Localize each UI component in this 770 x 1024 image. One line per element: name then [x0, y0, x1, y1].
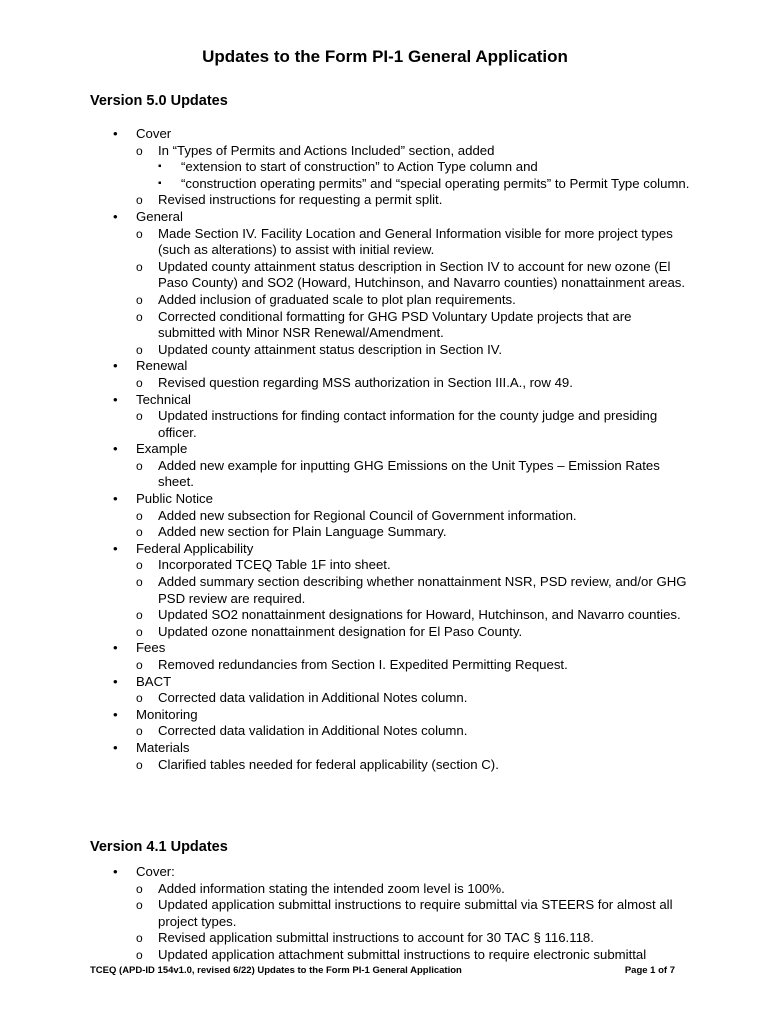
bullet-level-1: •	[113, 491, 118, 507]
bullet-level-1: •	[113, 126, 118, 141]
bullet-level-2: o	[136, 898, 143, 913]
list-item-text: Materials	[136, 739, 190, 755]
bullet-level-2: o	[136, 143, 143, 158]
list-item	[0, 674, 770, 691]
list-item-text: Added inclusion of graduated scale to plot plan requirements.	[158, 291, 516, 307]
list-item-text: Updated instructions for finding contact information for the county judge and presiding officer.	[158, 408, 658, 440]
bullet-level-2: o	[136, 375, 143, 390]
list-item	[0, 441, 770, 458]
bullet-level-2: o	[136, 757, 143, 772]
version-5-0-heading: Version 5.0 Updates	[90, 93, 228, 109]
list-item-text: Added summary section describing whether nonattainment NSR, PSD review, and/or GHG PSD review are required.	[158, 574, 687, 606]
list-item	[0, 209, 770, 226]
list-item	[0, 930, 770, 947]
list-item-text: Added new section for Plain Language Summary.	[158, 524, 447, 540]
list-item-text: Technical	[136, 391, 191, 407]
list-item	[0, 126, 770, 143]
list-item-text: Renewal	[136, 358, 188, 374]
list-item-text: “construction operating permits” and “special operating permits” to Permit Type column.	[181, 175, 690, 191]
list-item	[0, 176, 770, 193]
bullet-level-1: •	[113, 706, 118, 722]
bullet-level-2: o	[136, 624, 143, 639]
list-item	[0, 408, 770, 441]
bullet-level-2: o	[136, 309, 143, 324]
bullet-level-2: o	[136, 575, 143, 590]
list-item-text: General	[136, 208, 183, 224]
list-item-text: Clarified tables needed for federal applicability (section C).	[158, 756, 499, 772]
bullet-level-1: •	[113, 864, 118, 879]
list-item	[0, 524, 770, 541]
list-item-text: Federal Applicability	[136, 540, 254, 556]
bullet-level-2: o	[136, 608, 143, 623]
list-item-text: Example	[136, 441, 188, 457]
list-item-text: Fees	[136, 640, 166, 656]
list-item-text: Updated SO2 nonattainment designations for Howard, Hutchinson, and Navarro counties.	[158, 607, 681, 623]
bullet-level-2: o	[136, 931, 143, 946]
list-item	[0, 947, 770, 964]
list-item	[0, 864, 770, 881]
version-4-1-list	[0, 864, 770, 964]
bullet-level-1: •	[113, 441, 118, 457]
bullet-level-1: •	[113, 358, 118, 374]
bullet-level-1: •	[113, 640, 118, 656]
list-item	[0, 309, 770, 342]
footer-document-id: TCEQ (APD-ID 154v1.0, revised 6/22) Updates to the Form PI-1 General Application	[90, 965, 462, 976]
list-item	[0, 491, 770, 508]
page-title: Updates to the Form PI-1 General Application	[202, 47, 568, 66]
list-item	[0, 358, 770, 375]
list-item	[0, 690, 770, 707]
list-item-text: Corrected data validation in Additional Notes column.	[158, 723, 468, 739]
list-item-text: Revised question regarding MSS authorization in Section III.A., row 49.	[158, 374, 573, 390]
bullet-level-2: o	[136, 259, 143, 274]
list-item	[0, 740, 770, 757]
bullet-level-2: o	[136, 292, 143, 307]
list-item	[0, 375, 770, 392]
list-item-text: Public Notice	[136, 491, 213, 507]
bullet-level-2: o	[136, 226, 143, 241]
list-item-text: Revised application submittal instructions to account for 30 TAC § 116.118.	[158, 930, 594, 946]
list-item	[0, 624, 770, 641]
list-item	[0, 607, 770, 624]
list-item	[0, 723, 770, 740]
list-item-text: “extension to start of construction” to Action Type column and	[181, 159, 538, 175]
list-item-text: Updated application submittal instructions to require submittal via STEERS for almost all project types.	[158, 897, 673, 929]
list-item-text: Updated application attachment submittal instructions to require electronic submittal	[158, 946, 647, 962]
bullet-level-2: o	[136, 724, 143, 739]
list-item	[0, 557, 770, 574]
bullet-level-2: o	[136, 409, 143, 424]
bullet-level-1: •	[113, 540, 118, 556]
list-item	[0, 192, 770, 209]
page-footer	[90, 965, 675, 976]
bullet-level-1: •	[113, 673, 118, 689]
list-item	[0, 508, 770, 525]
list-item	[0, 541, 770, 558]
list-item	[0, 458, 770, 491]
list-item	[0, 159, 770, 176]
list-item-text: In “Types of Permits and Actions Included” section, added	[158, 142, 495, 158]
list-item	[0, 226, 770, 259]
list-item-text: Added new subsection for Regional Council of Government information.	[158, 507, 577, 523]
version-4-1-heading: Version 4.1 Updates	[90, 839, 228, 855]
bullet-level-1: •	[113, 208, 118, 224]
list-item	[0, 897, 770, 930]
bullet-level-2: o	[136, 558, 143, 573]
bullet-level-2: o	[136, 525, 143, 540]
list-item-text: Added information stating the intended zoom level is 100%.	[158, 880, 505, 896]
list-item-text: Corrected conditional formatting for GHG PSD Voluntary Update projects that are submitted with Minor NSR Renewal/Amendment.	[158, 308, 632, 341]
list-item	[0, 707, 770, 724]
list-item-text: Cover	[136, 126, 172, 141]
list-item-text: Updated county attainment status description in Section IV to account for new ozone (El Paso County) and SO2 (Howard, Hutchinson, and Navarro counties) nonattainment areas.	[158, 258, 686, 291]
bullet-level-3: ▪	[158, 161, 162, 173]
list-item-text: BACT	[136, 673, 172, 689]
list-item-text: Updated county attainment status description in Section IV.	[158, 341, 503, 357]
bullet-level-2: o	[136, 881, 143, 896]
list-item	[0, 392, 770, 409]
list-item-text: Monitoring	[136, 706, 198, 722]
list-item	[0, 657, 770, 674]
footer-page-number: Page 1 of 7	[624, 965, 675, 976]
bullet-level-2: o	[136, 193, 143, 208]
list-item-text: Cover:	[136, 864, 175, 879]
bullet-level-2: o	[136, 691, 143, 706]
list-item	[0, 143, 770, 160]
list-item	[0, 574, 770, 607]
bullet-level-2: o	[136, 947, 143, 962]
list-item	[0, 259, 770, 292]
bullet-level-1: •	[113, 739, 118, 755]
list-item-text: Updated ozone nonattainment designation for El Paso County.	[158, 623, 523, 639]
bullet-level-2: o	[136, 658, 143, 672]
list-item	[0, 292, 770, 309]
list-item-text: Made Section IV. Facility Location and General Information visible for more project types (such as alterations) to assist with initial review.	[158, 225, 673, 258]
list-item-text: Incorporated TCEQ Table 1F into sheet.	[158, 557, 391, 573]
bullet-level-1: •	[113, 391, 118, 407]
bullet-level-2: o	[136, 508, 143, 523]
list-item	[0, 881, 770, 898]
bullet-level-2: o	[136, 342, 143, 357]
list-item-text: Removed redundancies from Section I. Expedited Permitting Request.	[158, 657, 568, 672]
bullet-level-2: o	[136, 458, 143, 473]
list-item	[0, 640, 770, 657]
list-item-text: Revised instructions for requesting a permit split.	[158, 192, 443, 208]
list-item-text: Added new example for inputting GHG Emissions on the Unit Types – Emission Rates sheet.	[158, 457, 660, 490]
version-5-0-list	[0, 126, 770, 773]
list-item-text: Corrected data validation in Additional Notes column.	[158, 690, 468, 706]
list-item	[0, 342, 770, 359]
bullet-level-3: ▪	[158, 177, 162, 189]
list-item	[0, 757, 770, 774]
